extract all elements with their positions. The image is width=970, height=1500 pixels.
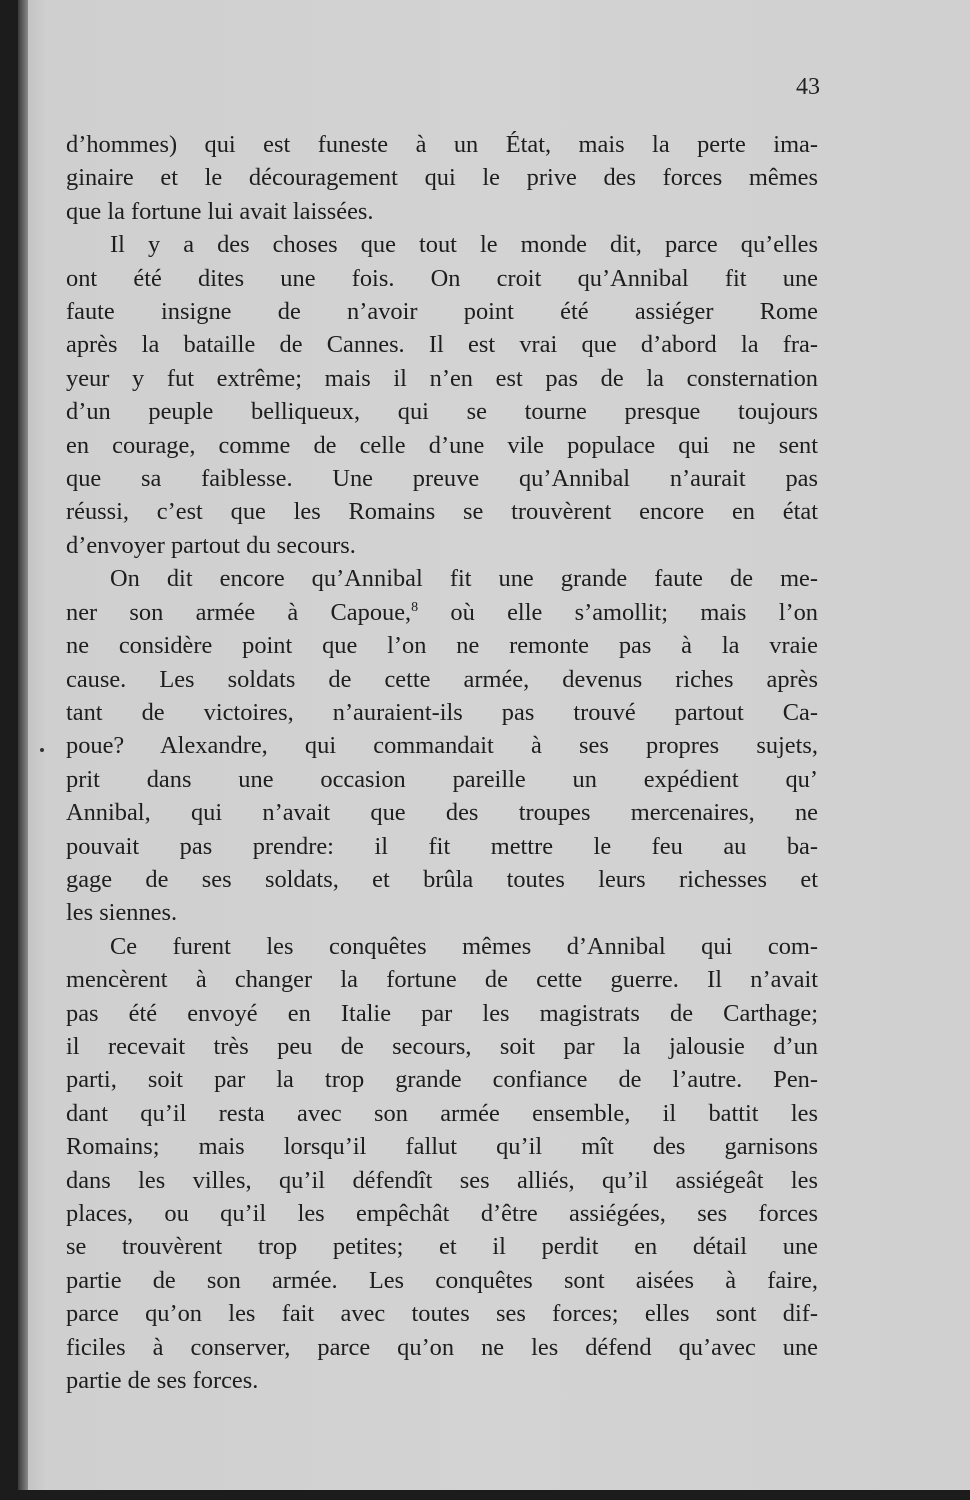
text-line: réussi, c’est que les Romains se trouvèrent encore en état <box>66 498 818 526</box>
text-line: se trouvèrent trop petites; et il perdit en détail une <box>66 1233 818 1261</box>
text-line: d’envoyer partout du secours. <box>66 531 356 559</box>
text-line: pas été envoyé en Italie par les magistrats de Carthage; <box>66 999 818 1027</box>
text-line: d’hommes) qui est funeste à un État, mais la perte ima- <box>66 131 818 158</box>
page-spine-shadow <box>18 0 28 1490</box>
text-line: parce qu’on les fait avec toutes ses forces; elles sont dif- <box>66 1300 818 1328</box>
text-line: On dit encore qu’Annibal fit une grande faute de me- <box>110 565 818 593</box>
body-text <box>66 128 818 1397</box>
paragraph <box>66 562 818 929</box>
book-page <box>18 0 970 1490</box>
text-fragment: ner son armée à Capoue, <box>66 598 412 626</box>
text-line: ne considère point que l’on ne remonte pas à la vraie <box>66 632 818 660</box>
text-fragment: où elle s’amollit; mais l’on <box>418 598 818 626</box>
text-line: Ce furent les conquêtes mêmes d’Annibal qui com- <box>110 932 818 960</box>
text-line: poue? Alexandre, qui commandait à ses propres sujets, <box>66 732 818 760</box>
text-line: partie de ses forces. <box>66 1367 259 1395</box>
text-line: partie de son armée. Les conquêtes sont aisées à faire, <box>66 1266 818 1294</box>
text-line: Il y a des choses que tout le monde dit, parce qu’elles <box>110 231 818 259</box>
text-line: les siennes. <box>66 899 178 927</box>
text-line: d’un peuple belliqueux, qui se tourne presque toujours <box>66 398 818 426</box>
text-line: en courage, comme de celle d’une vile populace qui ne sent <box>66 431 818 459</box>
text-line: ficiles à conserver, parce qu’on ne les défend qu’avec une <box>66 1333 818 1361</box>
text-line: Annibal, qui n’avait que des troupes mercenaires, ne <box>66 799 818 827</box>
paragraph <box>66 930 818 1398</box>
text-line: yeur y fut extrême; mais il n’en est pas de la consternation <box>66 364 818 392</box>
text-line: prit dans une occasion pareille un expédient qu’ <box>66 765 818 793</box>
text-line: que sa faiblesse. Une preuve qu’Annibal n’aurait pas <box>66 465 818 493</box>
text-line <box>66 596 818 629</box>
text-line: ginaire et le découragement qui le prive des forces mêmes <box>66 164 818 192</box>
text-line: gage de ses soldats, et brûla toutes leurs richesses et <box>66 865 818 893</box>
text-line: après la bataille de Cannes. Il est vrai que d’abord la fra- <box>66 331 818 359</box>
margin-speck <box>40 748 44 752</box>
paragraph <box>66 228 818 562</box>
text-line: pouvait pas prendre: il fit mettre le feu au ba- <box>66 832 818 860</box>
text-line: faute insigne de n’avoir point été assiéger Rome <box>66 298 818 326</box>
text-line: tant de victoires, n’auraient-ils pas trouvé partout Ca- <box>66 698 818 726</box>
page-number: 43 <box>796 74 820 100</box>
text-line: mencèrent à changer la fortune de cette guerre. Il n’avait <box>66 966 818 994</box>
text-line: parti, soit par la trop grande confiance de l’autre. Pen- <box>66 1066 818 1094</box>
text-line: Romains; mais lorsqu’il fallut qu’il mît des garnisons <box>66 1133 818 1161</box>
text-line: il recevait très peu de secours, soit par la jalousie d’un <box>66 1032 818 1060</box>
text-line: places, ou qu’il les empêchât d’être assiégées, ses forces <box>66 1200 818 1227</box>
text-line: cause. Les soldats de cette armée, devenus riches après <box>66 665 818 693</box>
paragraph <box>66 128 818 228</box>
text-line: dans les villes, qu’il défendît ses alliés, qu’il assiégeât les <box>66 1166 818 1194</box>
text-line: que la fortune lui avait laissées. <box>66 197 374 225</box>
text-line: dant qu’il resta avec son armée ensemble, il battit les <box>66 1099 818 1127</box>
footnote-ref[interactable]: 8 <box>411 599 419 615</box>
text-line: ont été dites une fois. On croit qu’Annibal fit une <box>66 264 818 292</box>
